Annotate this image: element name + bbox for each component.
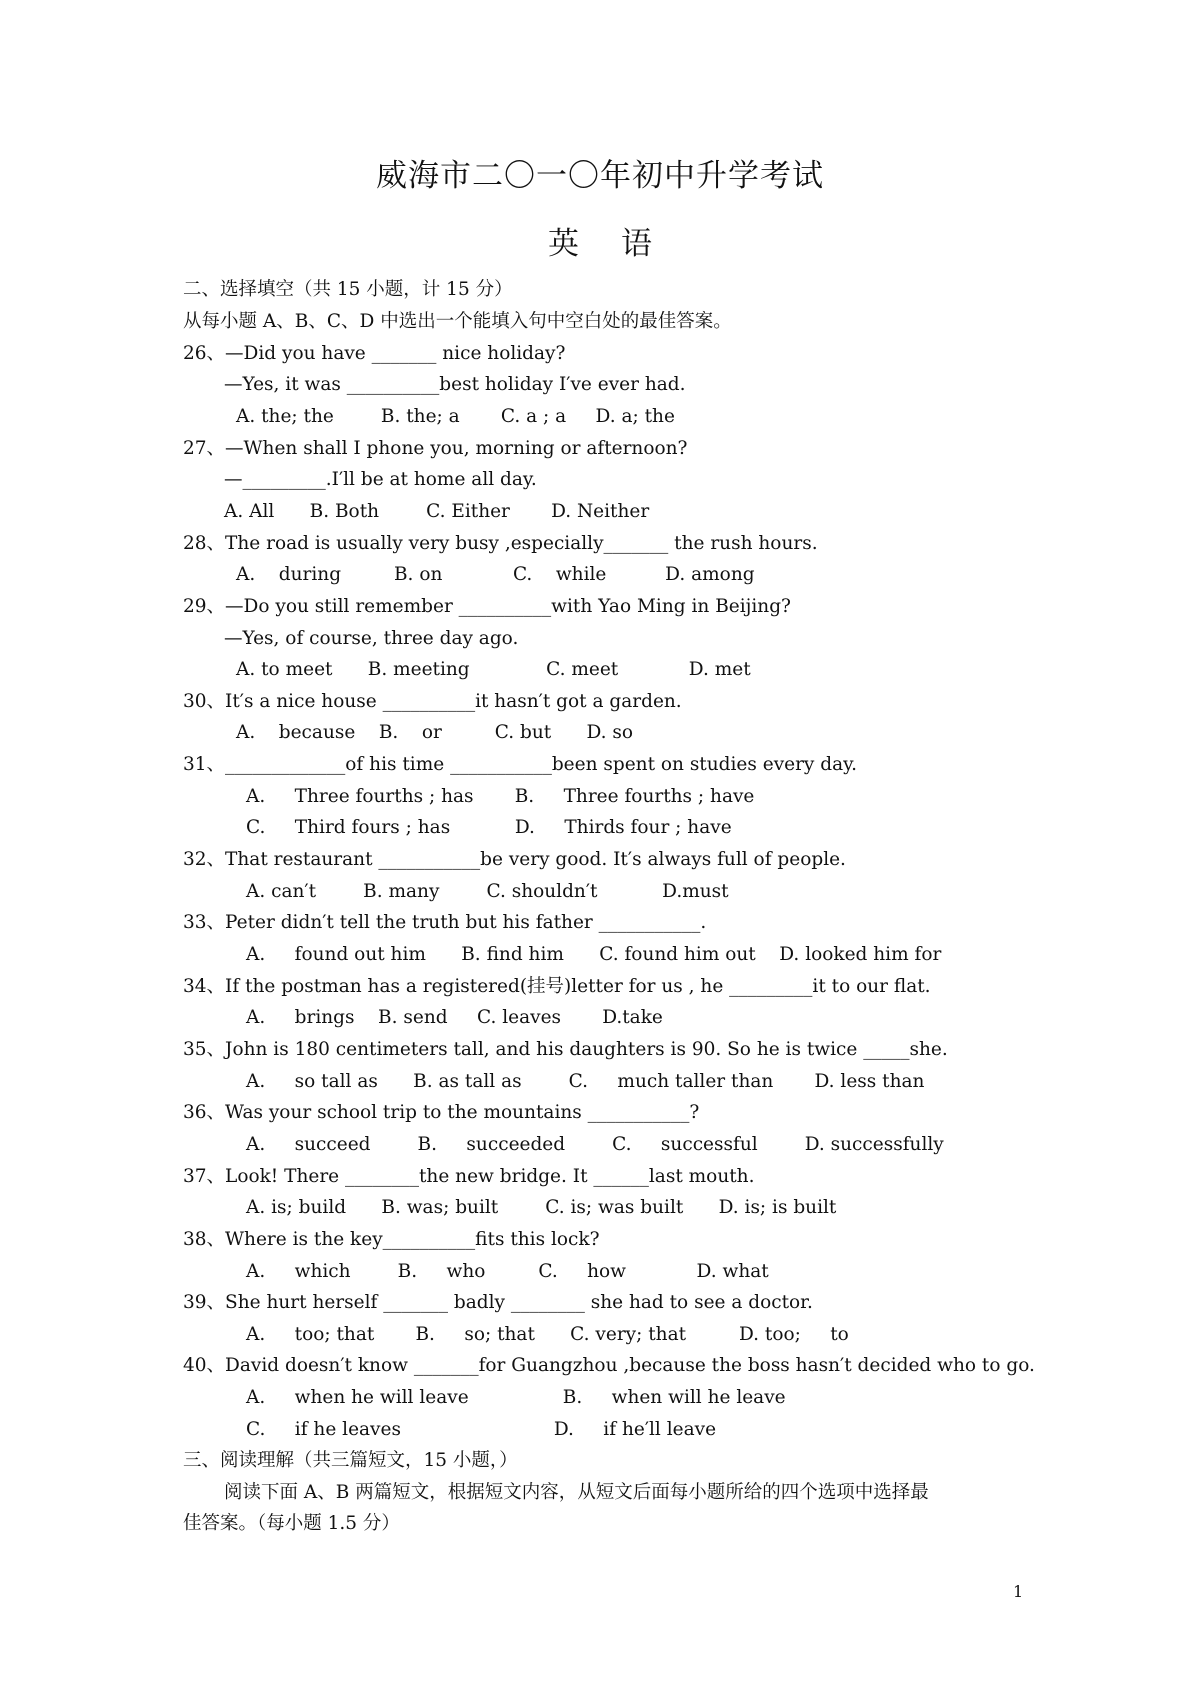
section-instruction: 从每小题 A、B、C、D 中选出一个能填入句中空白处的最佳答案。 — [183, 311, 732, 332]
section-instruction: 阅读下面 A、B 两篇短文，根据短文内容，从短文后面每小题所给的四个选项中选择最 — [224, 1482, 929, 1503]
options-line: A. to meet B. meeting C. meet D. met — [236, 659, 751, 680]
question-line: 27、—When shall I phone you, morning or afternoon? — [183, 438, 688, 459]
options-line: A. the; the B. the; a C. a ; a D. a; the — [236, 406, 675, 427]
subtitle-char-2: 语 — [621, 226, 652, 262]
options-line: A. can′t B. many C. shouldn′t D.must — [246, 881, 729, 902]
question-line: 33、Peter didn′t tell the truth but his father ___________. — [183, 912, 707, 933]
question-line: 40、David doesn′t know _______for Guangzhou ,because the boss hasn′t decided who to go. — [183, 1355, 1035, 1376]
question-line: —_________.I′ll be at home all day. — [224, 469, 537, 490]
options-line: A. is; build B. was; built C. is; was built D. is; is built — [246, 1197, 837, 1218]
question-line: 28、The road is usually very busy ,especially_______ the rush hours. — [183, 533, 818, 554]
options-line: A. because B. or C. but D. so — [236, 722, 634, 743]
question-line: 37、Look! There ________the new bridge. It ______last mouth. — [183, 1166, 755, 1187]
question-line: —Yes, it was __________best holiday I′ve ever had. — [224, 374, 686, 395]
subtitle-char-1: 英 — [548, 226, 579, 262]
options-line: A. when he will leave B. when will he leave — [246, 1387, 786, 1408]
section-heading: 二、选择填空（共 15 小题，计 15 分） — [183, 279, 513, 300]
section-instruction: 佳答案。（每小题 1.5 分） — [183, 1513, 400, 1534]
page-number: 1 — [1013, 1582, 1024, 1601]
options-line: A. during B. on C. while D. among — [236, 564, 755, 585]
question-line: 32、That restaurant ___________be very good. It′s always full of people. — [183, 849, 846, 870]
options-line: C. Third fours ; has D. Thirds four ; have — [246, 817, 732, 838]
question-line: 26、—Did you have _______ nice holiday? — [183, 343, 566, 364]
question-line: 34、If the postman has a registered(挂号)letter for us , he _________it to our flat. — [183, 976, 931, 997]
options-line: A. too; that B. so; that C. very; that D. too; to — [246, 1324, 849, 1345]
question-line: 36、Was your school trip to the mountains ___________? — [183, 1102, 700, 1123]
options-line: C. if he leaves D. if he′ll leave — [246, 1419, 717, 1440]
question-line: 30、It′s a nice house __________it hasn′t got a garden. — [183, 691, 682, 712]
section-heading: 三、阅读理解（共三篇短文，15 小题，） — [183, 1450, 518, 1471]
question-line: 35、John is 180 centimeters tall, and his daughters is 90. So he is twice _____she. — [183, 1039, 948, 1060]
question-line: —Yes, of course, three day ago. — [224, 628, 519, 649]
options-line: A. Three fourths ; has B. Three fourths ; have — [246, 786, 755, 807]
page-title: 威海市二〇一〇年初中升学考试 — [376, 158, 824, 194]
question-line: 29、—Do you still remember __________with Yao Ming in Beijing? — [183, 596, 791, 617]
question-line: 31、_____________of his time ___________been spent on studies every day. — [183, 754, 858, 775]
question-line: 38、Where is the key__________fits this lock? — [183, 1229, 600, 1250]
options-line: A. so tall as B. as tall as C. much taller than D. less than — [246, 1071, 925, 1092]
options-line: A. brings B. send C. leaves D.take — [246, 1007, 663, 1028]
options-line: A. which B. who C. how D. what — [246, 1261, 769, 1282]
options-line: A. succeed B. succeeded C. successful D. successfully — [246, 1134, 944, 1155]
options-line: A. found out him B. find him C. found him out D. looked him for — [246, 944, 942, 965]
options-line: A. All B. Both C. Either D. Neither — [224, 501, 650, 522]
page-subtitle — [0, 218, 1200, 263]
question-line: 39、She hurt herself _______ badly ________ she had to see a doctor. — [183, 1292, 813, 1313]
